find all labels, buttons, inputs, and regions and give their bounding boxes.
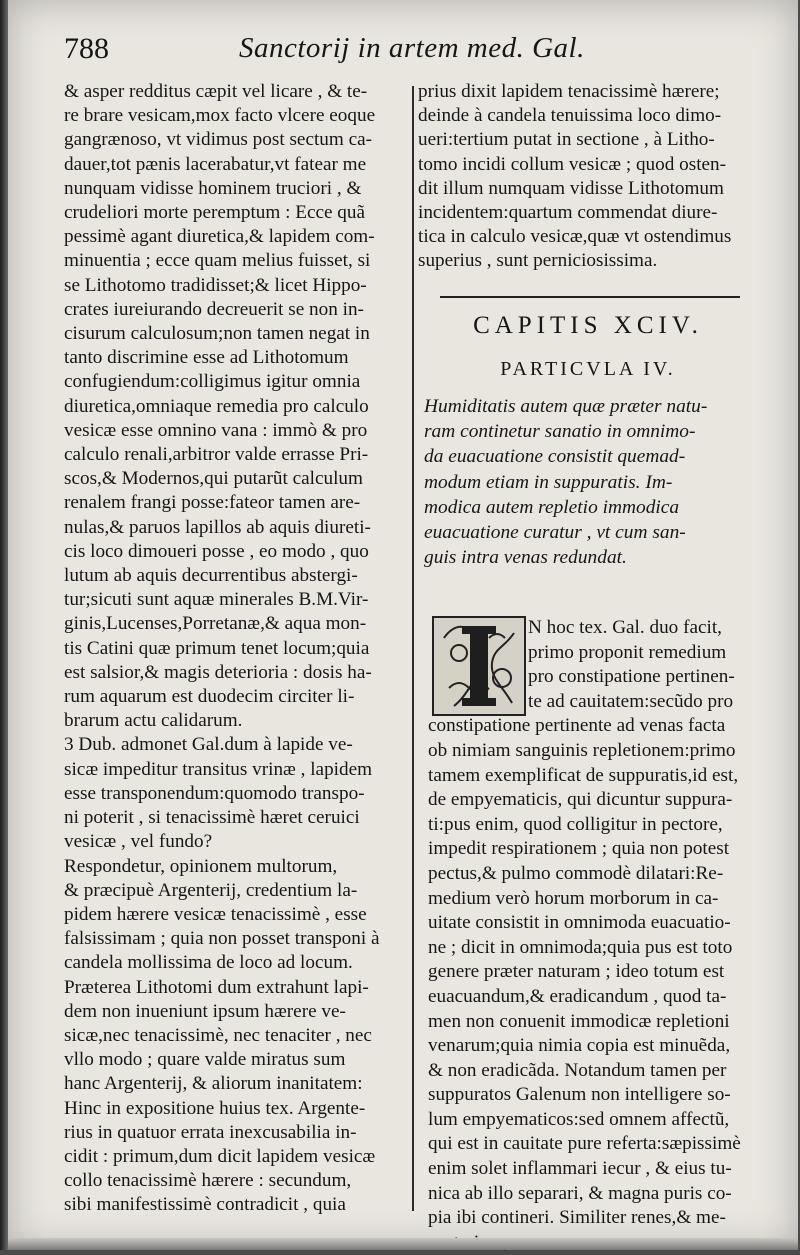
text-line: est salsior,& magis deterioria : dosis ha- <box>64 661 372 683</box>
text-line: & asper redditus cæpit vel licare , & te- <box>64 81 368 102</box>
text-line: dauer,tot pænis lacerabatur,vt fatear me <box>64 153 367 175</box>
text-line: falsissimam ; quia non posset transponi à <box>64 928 380 950</box>
text-line: re brare vesicam,mox facto vlcere eoque <box>64 105 376 127</box>
text-line: pia ibi contineri. Similiter renes,& me- <box>428 1207 726 1229</box>
text-line: tur;sicuti sunt aquæ minerales B.M.Vir- <box>64 589 369 611</box>
left-column <box>64 80 402 1218</box>
text-line: medium verò horum morborum in ca- <box>428 887 719 909</box>
text-line: brarum actu calidarum. <box>64 710 243 732</box>
text-line: Præterea Lithotomi dum extrahunt lapi- <box>64 976 369 998</box>
text-line: suppuratos Galenum non intelligere so- <box>428 1084 731 1106</box>
text-line: ni poterit , si tenacissimè hæret ceruici <box>64 807 360 829</box>
lemma-line: Humiditatis autem quæ præter natu- <box>424 396 708 417</box>
text-line: incidentem:quartum commendat diure- <box>418 202 718 224</box>
text-line: cisurum calculosum;non tamen negat in <box>64 323 370 345</box>
text-line: crudeliori morte peremptum : Ecce quã <box>64 202 366 224</box>
text-line: N hoc tex. Gal. duo facit, <box>528 617 722 638</box>
lemma-line: guis intra venas redundat. <box>424 547 627 569</box>
text-line: esse transponendum:quomodo transpo- <box>64 782 365 804</box>
text-line: crates iureiurando decreuerit se non in- <box>64 298 364 320</box>
text-line: vllo modo ; quare valde miratus sum <box>64 1049 346 1071</box>
lemma-text <box>424 394 764 570</box>
chapter-heading: CAPITIS XCIV. <box>473 312 703 339</box>
lemma-line: euacuatione curatur , vt cum san- <box>424 522 686 544</box>
text-line: rum aquarum est duodecim circiter li- <box>64 686 355 708</box>
text-line: te ad cauitatem:secũdo pro <box>528 690 734 712</box>
lemma-line: da euacuatione consistit quemad- <box>424 446 686 468</box>
text-line: qui est in cauitate pure referta:sæpissimè <box>428 1133 741 1155</box>
column-divider <box>412 86 414 1211</box>
text-line: tanto discrimine esse ad Lithotomum <box>64 347 349 369</box>
text-line: sicæ impeditur transitus vrinæ , lapidem <box>64 758 373 780</box>
particula-heading: PARTICVLA IV. <box>500 358 676 380</box>
text-line: dit illum numquam vidisse Lithotomum <box>418 177 724 199</box>
text-line: sibi manifestissimè contradicit , quia <box>64 1194 346 1216</box>
text-line: rius in quatuor errata inexcusabilia in- <box>64 1121 357 1143</box>
text-line: men non conuenit immodicæ repletioni <box>428 1010 730 1032</box>
text-line: prius dixit lapidem tenacissimè hærere; <box>418 81 720 102</box>
text-line: genere præter naturam ; ideo totum est <box>428 961 725 983</box>
text-line: se Lithotomo tradidisset;& licet Hippo- <box>64 274 367 296</box>
text-line: renalem frangi posse:fateor tamen are- <box>64 492 361 514</box>
commentary-right <box>428 616 768 1255</box>
text-line: tis Catini quæ primum tenet locum;quia <box>64 637 370 659</box>
text-line: pectus,& pulmo commodè dilatari:Re- <box>428 862 724 884</box>
text-line: calculo renali,arbitror valde errasse Pri- <box>64 444 369 466</box>
text-line: ne ; dicit in omnimoda;quia pus est toto <box>428 936 733 958</box>
text-line: nulas,& paruos lapillos ab aquis diureti- <box>64 516 371 538</box>
text-line: hanc Argenterij, & aliorum inanitatem: <box>64 1073 363 1095</box>
right-column-top <box>418 80 748 274</box>
text-line: diuretica,omniaque remedia pro calculo <box>64 395 369 417</box>
text-line: confugiendum:colligimus igitur omnia <box>64 371 361 393</box>
running-head: Sanctorij in artem med. Gal. <box>239 32 585 64</box>
text-line: constipatione pertinente ad venas facta <box>428 715 726 737</box>
text-line: gangrænoso, vt vidimus post sectum ca- <box>64 129 373 151</box>
text-line: vesicæ esse omnino vana : immò & pro <box>64 419 368 441</box>
text-line: & non eradicãda. Notandum tamen per <box>428 1059 727 1081</box>
lemma-line: ram continetur sanatio in omnimo- <box>424 421 696 443</box>
text-line: tamem exemplificat de suppuratis,id est, <box>428 764 739 786</box>
text-line: ob nimiam sanguinis repletionem:primo <box>428 739 736 761</box>
text-line: pidem hærere vesicæ tenacissimè , esse <box>64 903 367 925</box>
text-line: tica in calculo vesicæ,quæ vt ostendimus <box>418 226 732 248</box>
lemma-line: modum etiam in suppuratis. Im- <box>424 471 673 493</box>
text-line: enim solet inflammari iecur , & eius tu- <box>428 1158 732 1180</box>
text-line: scos,& Modernos,qui putarũt calculum <box>64 468 363 490</box>
text-line: 3 Dub. admonet Gal.dum à lapide ve- <box>64 734 353 756</box>
text-line: superius , sunt perniciosissima. <box>418 250 658 272</box>
text-line: cis loco dimoueri posse , eo modo , quo <box>64 540 369 562</box>
text-line: lum empyematicos:sed omnem affectũ, <box>428 1108 730 1130</box>
text-line: uitate consistit in omnimoda euacuatio- <box>428 912 731 934</box>
text-line: minuentia ; ecce quam melius fuisset, si <box>64 250 371 272</box>
text-line: venarum;quia nimia copia est minuẽda, <box>428 1035 731 1057</box>
text-line: impedit respirationem ; quia non potest <box>428 838 730 860</box>
text-line: euacuandum,& eradicandum , quod ta- <box>428 985 727 1007</box>
text-line: & præcipuè Argenterij, credentium la- <box>64 879 358 901</box>
page-number: 788 <box>64 32 109 65</box>
text-line: tomo incidi collum vesicæ ; quod osten- <box>418 153 727 175</box>
text-line: nunquam vidisse hominem truciori , & <box>64 177 362 199</box>
text-line: primo proponit remedium <box>528 641 727 663</box>
text-line: cidit : primum,dum dicit lapidem vesicæ <box>64 1145 376 1167</box>
section-rule <box>440 296 740 298</box>
text-line: ueri:tertium putat in sectione , à Litho- <box>418 129 715 151</box>
text-line: de empyematicis, qui dicuntur suppura- <box>428 789 733 811</box>
text-line: lutum ab aquis decurrentibus abstergi- <box>64 565 358 587</box>
text-line: pessimè agant diuretica,& lapidem com- <box>64 226 375 248</box>
text-line: Hinc in expositione huius tex. Argente- <box>64 1097 366 1119</box>
text-line: vesicæ , vel fundo? <box>64 831 213 853</box>
text-line: pro constipatione pertinen- <box>528 666 735 688</box>
text-line: sicæ,nec tenacissimè, nec tenaciter , nec <box>64 1024 372 1046</box>
text-line: deinde à candela tenuissima loco dimo- <box>418 105 722 127</box>
text-line: nica ab illo separari, & magna puris co- <box>428 1182 732 1204</box>
text-line: dem non inueniunt ipsum hærere ve- <box>64 1000 346 1022</box>
text-line: candela mollissima de loco ad locum. <box>64 952 353 974</box>
lemma-line: modica autem repletio immodica <box>424 496 680 518</box>
book-gutter <box>0 0 8 1250</box>
text-line: Respondetur, opinionem multorum, <box>64 855 338 877</box>
page-bottom-edge <box>8 1238 798 1250</box>
text-line: ginis,Lucenses,Porretanæ,& aqua mon- <box>64 613 367 635</box>
text-line: collo tenacissimè hærere : secundum, <box>64 1170 352 1192</box>
page-header <box>64 28 764 78</box>
text-line: ti:pus enim, quod colligitur in pectore, <box>428 813 723 835</box>
